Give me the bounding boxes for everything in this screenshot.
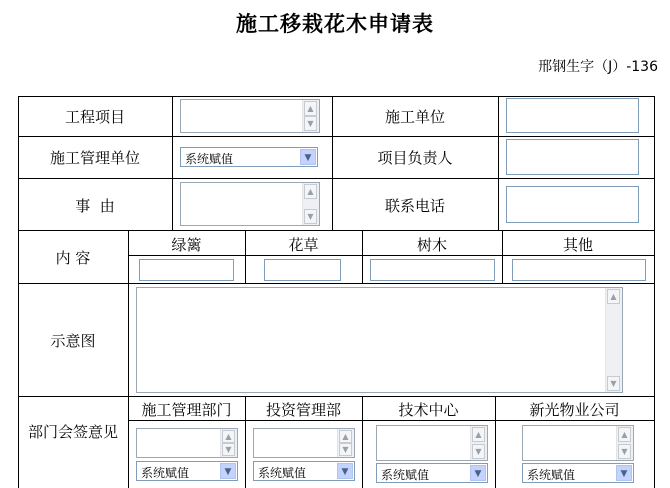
grid-line [18, 230, 655, 231]
hedge-input[interactable] [139, 259, 234, 281]
dept-tech-center-textarea[interactable] [376, 425, 488, 461]
grid-line [18, 136, 655, 137]
dept-tech-center-select[interactable] [376, 463, 488, 483]
dept-col-property-company: 新光物业公司 [529, 401, 620, 419]
dept-col-management: 施工管理部门 [141, 401, 232, 419]
scrollbar[interactable] [605, 288, 622, 392]
dept-col-investment: 投资管理部 [265, 401, 341, 419]
content-col-hedge: 绿篱 [171, 236, 202, 254]
dept-property-textarea[interactable] [522, 425, 634, 461]
grid-line [18, 283, 655, 284]
scrollbar[interactable] [470, 426, 487, 460]
label-phone: 联系电话 [384, 197, 445, 215]
content-col-other: 其他 [562, 236, 593, 254]
dept-investment-textarea[interactable] [253, 428, 355, 458]
select-value: 系统赋值 [141, 466, 190, 480]
flowers-input[interactable] [264, 259, 341, 281]
scroll-down-arrow-icon[interactable]: ▼ [607, 376, 620, 391]
select-value: 系统赋值 [381, 468, 430, 482]
construction-unit-input[interactable] [506, 98, 639, 133]
scroll-down-arrow-icon[interactable]: ▼ [472, 444, 485, 459]
select-value: 系统赋值 [258, 466, 307, 480]
label-project: 工程项目 [64, 108, 125, 126]
scrollbar[interactable] [220, 429, 237, 457]
project-textarea[interactable] [180, 99, 320, 133]
scroll-down-arrow-icon[interactable]: ▼ [618, 444, 631, 459]
grid-line [654, 96, 655, 488]
grid-line [18, 178, 655, 179]
dept-property-select[interactable] [522, 463, 634, 483]
scroll-up-arrow-icon[interactable]: ▲ [607, 289, 620, 304]
select-value: 系统赋值 [185, 152, 234, 166]
chevron-down-icon[interactable]: ▼ [470, 465, 486, 481]
content-col-flowers: 花草 [288, 236, 319, 254]
scroll-up-arrow-icon[interactable]: ▲ [304, 184, 317, 199]
chevron-down-icon[interactable]: ▼ [220, 463, 236, 479]
dept-management-select[interactable] [136, 461, 238, 481]
sketch-textarea[interactable] [136, 287, 623, 393]
select-value: 系统赋值 [527, 468, 576, 482]
scrollbar[interactable] [302, 183, 319, 225]
scroll-down-arrow-icon[interactable]: ▼ [339, 443, 352, 456]
grid-line [128, 230, 129, 488]
scroll-down-arrow-icon[interactable]: ▼ [304, 116, 317, 131]
management-unit-select[interactable] [180, 147, 318, 167]
scrollbar[interactable] [302, 100, 319, 132]
dept-col-tech-center: 技术中心 [398, 401, 459, 419]
scroll-down-arrow-icon[interactable]: ▼ [304, 209, 317, 224]
chevron-down-icon[interactable]: ▼ [300, 149, 316, 165]
chevron-down-icon[interactable]: ▼ [337, 463, 353, 479]
scrollbar[interactable] [616, 426, 633, 460]
form-title: 施工移栽花木申请表 [236, 11, 434, 36]
label-dept-opinion: 部门会签意见 [28, 423, 119, 441]
grid-line [498, 96, 499, 230]
scroll-up-arrow-icon[interactable]: ▲ [222, 430, 235, 443]
chevron-down-icon[interactable]: ▼ [616, 465, 632, 481]
dept-investment-select[interactable] [253, 461, 355, 481]
label-project-leader: 项目负责人 [377, 149, 453, 167]
label-sketch: 示意图 [50, 332, 96, 350]
grid-line [172, 96, 173, 230]
grid-line [18, 96, 655, 97]
scroll-up-arrow-icon[interactable]: ▲ [472, 427, 485, 442]
scrollbar[interactable] [337, 429, 354, 457]
scroll-up-arrow-icon[interactable]: ▲ [304, 101, 317, 116]
grid-line [18, 396, 655, 397]
scroll-down-arrow-icon[interactable]: ▼ [222, 443, 235, 456]
label-reason: 事 由 [75, 197, 115, 215]
label-construction-unit: 施工单位 [384, 108, 445, 126]
content-col-trees: 树木 [416, 236, 447, 254]
dept-management-textarea[interactable] [136, 428, 238, 458]
grid-line [128, 420, 655, 421]
label-management-unit: 施工管理单位 [49, 149, 140, 167]
scroll-up-arrow-icon[interactable]: ▲ [618, 427, 631, 442]
form-code: 邢钢生字（J）-136 [538, 59, 658, 75]
grid-line [128, 255, 655, 256]
project-leader-input[interactable] [506, 139, 639, 175]
scroll-up-arrow-icon[interactable]: ▲ [339, 430, 352, 443]
phone-input[interactable] [506, 186, 639, 223]
trees-input[interactable] [370, 259, 495, 281]
reason-textarea[interactable] [180, 182, 320, 226]
other-input[interactable] [512, 259, 646, 281]
label-content: 内 容 [55, 249, 91, 267]
